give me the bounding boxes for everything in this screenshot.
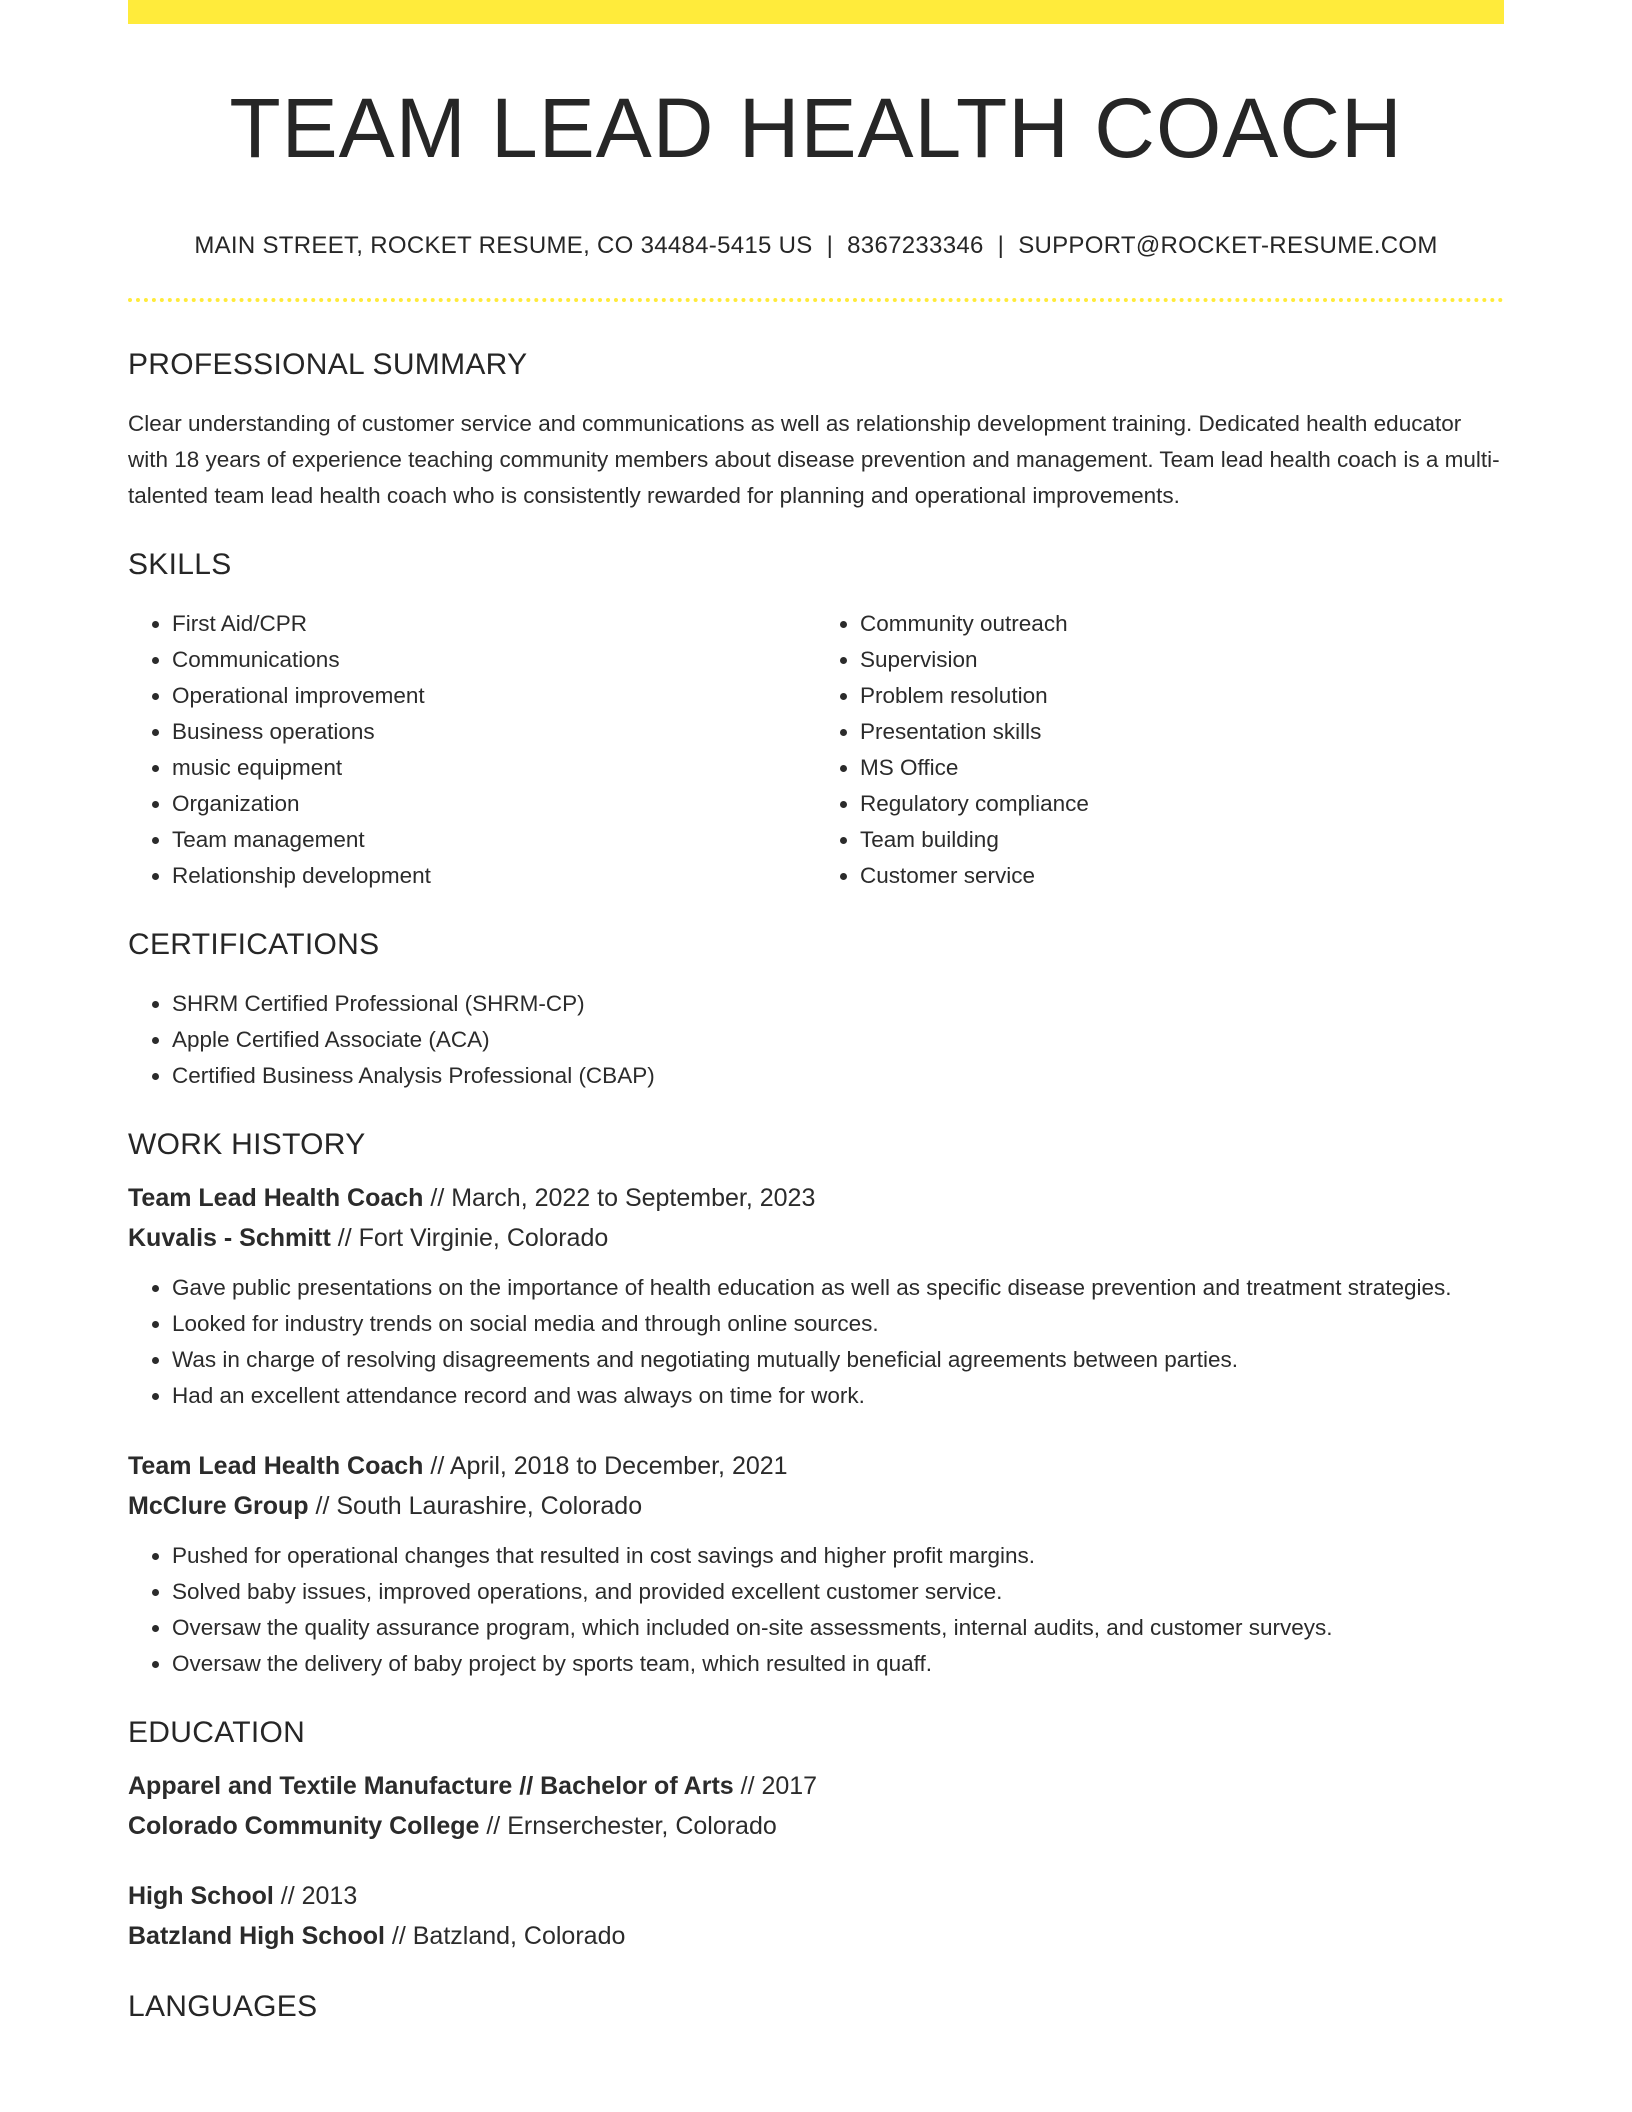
skill-item: • Supervision bbox=[860, 642, 1504, 678]
certifications-list bbox=[128, 986, 1504, 1094]
job-role: Team Lead Health Coach bbox=[128, 1184, 424, 1212]
contact-phone: 8367233346 bbox=[847, 232, 984, 259]
skill-item: • Business operations bbox=[172, 714, 816, 750]
education-degree: High School bbox=[128, 1882, 274, 1910]
skill-item: • MS Office bbox=[860, 750, 1504, 786]
skill-item: • First Aid/CPR bbox=[172, 606, 816, 642]
skill-item: • Relationship development bbox=[172, 858, 816, 894]
job-dates: // March, 2022 to September, 2023 bbox=[423, 1184, 816, 1212]
job-duties-list bbox=[128, 1270, 1504, 1414]
education-year: // 2017 bbox=[733, 1772, 818, 1800]
skill-item: • Operational improvement bbox=[172, 678, 816, 714]
education-location: // Ernserchester, Colorado bbox=[479, 1812, 777, 1840]
skill-item: • music equipment bbox=[172, 750, 816, 786]
education-school: Colorado Community College bbox=[128, 1812, 480, 1840]
section-title-certifications: CERTIFICATIONS bbox=[128, 928, 380, 961]
job-duty: • Oversaw the delivery of baby project by sports team, which resulted in quaff. bbox=[172, 1646, 1504, 1682]
contact-line bbox=[128, 232, 1504, 260]
skills-column-left bbox=[128, 606, 816, 894]
skills-column-right bbox=[816, 606, 1504, 894]
job-title-line bbox=[128, 1446, 1504, 1486]
job-entry bbox=[128, 1178, 1504, 1414]
job-duty: • Oversaw the quality assurance program, which included on-site assessments, internal audits, and customer surveys. bbox=[172, 1610, 1504, 1646]
dotted-divider bbox=[128, 298, 1504, 302]
job-role: Team Lead Health Coach bbox=[128, 1452, 424, 1480]
section-title-languages: LANGUAGES bbox=[128, 1990, 318, 2023]
education-location: // Batzland, Colorado bbox=[384, 1922, 626, 1950]
job-duty: • Pushed for operational changes that resulted in cost savings and higher profit margins. bbox=[172, 1538, 1504, 1574]
job-title-line bbox=[128, 1178, 1504, 1218]
education-school: Batzland High School bbox=[128, 1922, 385, 1950]
education-degree-line bbox=[128, 1766, 1504, 1806]
job-duty: • Had an excellent attendance record and was always on time for work. bbox=[172, 1378, 1504, 1414]
skill-item: • Team building bbox=[860, 822, 1504, 858]
section-title-skills: SKILLS bbox=[128, 548, 232, 581]
job-company: Kuvalis - Schmitt bbox=[128, 1224, 331, 1252]
job-duty: • Was in charge of resolving disagreements and negotiating mutually beneficial agreements between parties. bbox=[172, 1342, 1504, 1378]
section-title-work-history: WORK HISTORY bbox=[128, 1128, 366, 1161]
job-company-line bbox=[128, 1486, 1504, 1526]
skills-list bbox=[128, 606, 1504, 894]
job-location: // South Laurashire, Colorado bbox=[308, 1492, 643, 1520]
education-entry bbox=[128, 1876, 1504, 1956]
resume-page bbox=[128, 0, 1504, 2022]
certification-item: • SHRM Certified Professional (SHRM-CP) bbox=[172, 986, 1504, 1022]
education-year: // 2013 bbox=[273, 1882, 358, 1910]
job-company: McClure Group bbox=[128, 1492, 309, 1520]
education-degree-line bbox=[128, 1876, 1504, 1916]
skill-item: • Communications bbox=[172, 642, 816, 678]
skill-item: • Organization bbox=[172, 786, 816, 822]
skill-item: • Problem resolution bbox=[860, 678, 1504, 714]
education-school-line bbox=[128, 1806, 1504, 1846]
skill-item: • Presentation skills bbox=[860, 714, 1504, 750]
certification-item: • Certified Business Analysis Professional (CBAP) bbox=[172, 1058, 1504, 1094]
job-company-line bbox=[128, 1218, 1504, 1258]
skill-item: • Regulatory compliance bbox=[860, 786, 1504, 822]
resume-title: TEAM LEAD HEALTH COACH bbox=[229, 81, 1403, 175]
job-duty: • Looked for industry trends on social media and through online sources. bbox=[172, 1306, 1504, 1342]
education-degree: Apparel and Textile Manufacture // Bachelor of Arts bbox=[128, 1772, 734, 1800]
section-title-summary: PROFESSIONAL SUMMARY bbox=[128, 348, 528, 381]
top-accent-bar bbox=[128, 0, 1504, 24]
contact-separator: | bbox=[997, 232, 1005, 259]
contact-address: MAIN STREET, ROCKET RESUME, CO 34484-5415 US bbox=[194, 232, 813, 259]
summary-text: Clear understanding of customer service and communications as well as relationship development training. Dedicated health educator with 18 years of experience teaching community members about disease prevention and management. Team lead health coach is a multi-talented team lead health coach who is consistently rewarded for planning and operational improvements. bbox=[128, 411, 1500, 508]
skill-item: • Customer service bbox=[860, 858, 1504, 894]
skill-item: • Community outreach bbox=[860, 606, 1504, 642]
job-duty: • Gave public presentations on the importance of health education as well as specific disease prevention and treatment strategies. bbox=[172, 1270, 1504, 1306]
contact-email: SUPPORT@ROCKET-RESUME.COM bbox=[1018, 232, 1438, 259]
section-title-education: EDUCATION bbox=[128, 1716, 306, 1749]
certification-item: • Apple Certified Associate (ACA) bbox=[172, 1022, 1504, 1058]
skill-item: • Team management bbox=[172, 822, 816, 858]
education-entry bbox=[128, 1766, 1504, 1846]
job-dates: // April, 2018 to December, 2021 bbox=[423, 1452, 788, 1480]
job-duties-list bbox=[128, 1538, 1504, 1682]
job-location: // Fort Virginie, Colorado bbox=[330, 1224, 609, 1252]
education-school-line bbox=[128, 1916, 1504, 1956]
job-duty: • Solved baby issues, improved operations, and provided excellent customer service. bbox=[172, 1574, 1504, 1610]
contact-separator: | bbox=[826, 232, 834, 259]
job-entry bbox=[128, 1446, 1504, 1682]
